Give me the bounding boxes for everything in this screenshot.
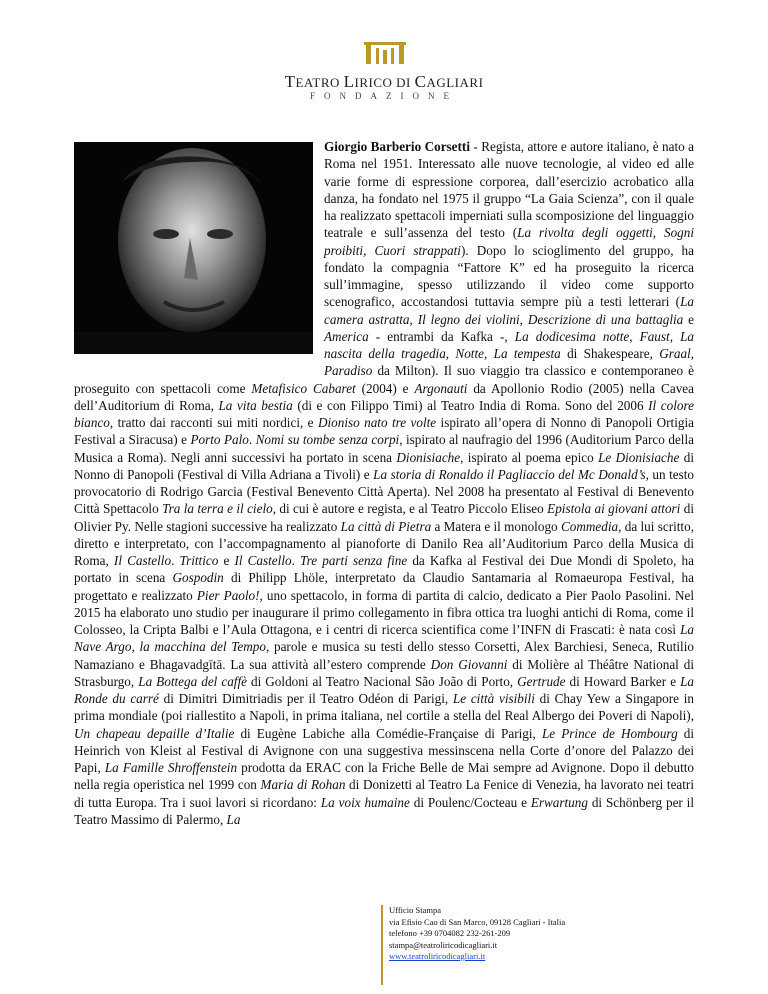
- organization-name-part: IRICO DI: [354, 75, 415, 90]
- work-title: La Ronde du carré: [74, 673, 695, 706]
- bio-text-segment: di Eugène Labiche alla Comédie-Française di Parigi,: [234, 725, 542, 741]
- work-title: Descrizione di una battaglia: [527, 311, 684, 327]
- bio-text-segment: ,: [445, 346, 456, 361]
- bio-text-segment: a Matera e il monologo: [431, 518, 561, 534]
- work-title: Nomi su tombe senza corpi: [255, 432, 400, 448]
- bio-text-segment: ,: [484, 346, 494, 361]
- bio-text-segment: di Heinrich von Kleist al Festival di Avignone con una suggestiva messinscena nella Corte d’onore del Palazzo dei Papi,: [74, 725, 695, 775]
- work-title: Le Dionisiache: [598, 449, 680, 465]
- bio-text-segment: ,: [409, 311, 418, 327]
- work-title: La voix humaine: [320, 794, 410, 810]
- work-title: Notte: [455, 346, 484, 361]
- bio-text-segment: , ispirato al naufragio del 1996 (Auditorium Parco della Musica a Roma). Negli anni successivi ha portato in scena: [74, 432, 694, 465]
- work-title: La dodicesima notte: [514, 328, 630, 344]
- work-title: Cuori strappati: [374, 242, 461, 258]
- bio-text-segment: di Goldoni al Teatro Nacional São João di Porto,: [246, 673, 518, 689]
- work-title: Graal: [659, 346, 691, 361]
- work-title: Le Prince de Hombourg: [541, 725, 678, 741]
- bio-text-segment: e: [683, 311, 695, 327]
- bio-text-segment: di Olivier Py. Nelle stagioni successive ha realizzato: [74, 501, 694, 534]
- work-title: La vita bestia: [218, 397, 293, 413]
- bio-text-segment: ispirato all’opera di Nonno di Panopoli Ortigia Festival a Siracusa) e: [74, 415, 694, 448]
- work-title: Faust: [639, 328, 670, 344]
- bio-text-segment: da Kafka al Festival dei Due Mondi di Spoleto, ha portato in scena: [74, 553, 694, 586]
- bio-text-segment: di Philipp Lhöle, interpretato da Claudio Santamaria al Romaeuropa Festival, ha progettato e realizzato: [74, 570, 695, 603]
- bio-text-segment: ). Dopo lo scioglimento del gruppo, ha fondato la compagnia “Fattore K” ed ha proseguito la ricerca sull’immagine, spesso utilizzando il video come supporto scenografico, accostandosi tuttavia sempre più a testi letterari (: [324, 242, 695, 310]
- bio-text-segment: da Apollonio Rodio (2005) nella Cavea dell’Auditorium di Roma,: [74, 380, 695, 413]
- organization-name-part: T: [284, 72, 296, 91]
- bio-text-segment: , un testo provocatorio di Rodrigo Garcia (Festival Benevento Città Aperta). Nel 2008 ha presentato al Festival di Benevento Città Spettacolo: [74, 466, 694, 517]
- bio-text-segment: .: [171, 553, 180, 568]
- organization-name-part: L: [343, 72, 355, 91]
- work-title: La città di Pietra: [340, 518, 432, 534]
- organization-subtitle: FONDAZIONE: [310, 91, 458, 101]
- work-title: Il legno dei violini: [417, 311, 520, 327]
- bio-text-segment: ,: [519, 311, 528, 327]
- bio-text-segment: ,: [652, 225, 664, 241]
- work-title: Il colore bianco: [74, 397, 694, 430]
- work-title: Pier Paolo!: [196, 587, 260, 603]
- bio-text-segment: , di cui è autore e regista, e al Teatro Piccolo Eliseo: [272, 501, 548, 517]
- bio-text-segment: - Regista, attore e autore italiano, è nato a Roma nel 1951. Interessato alle nuove tecnologie, al video ed alle varie forme di espressione corporea, dall’esercizio acrobatico alla danza, ha fondato nel 1975 il gruppo “La Gaia Scienza”, con il quale ha realizzato spettacoli imperniati sulla scomposizione del linguaggio teatrale e sull’assenza del testo (: [324, 139, 694, 241]
- work-title: Don Giovanni: [430, 656, 508, 672]
- work-title: La Nave Argo, la macchina del Tempo: [74, 622, 694, 655]
- work-title: Metafisico Cabaret: [251, 380, 356, 396]
- bio-text-segment: prodotta da ERAC con la Friche Belle de Mai sempre ad Avignone. Dopo il debutto nella regia operistica nel 1999 con: [74, 760, 694, 793]
- work-title: Le città visibili: [452, 691, 535, 706]
- work-title: Commedia: [560, 518, 619, 534]
- bio-text-segment: di Nonno di Panopoli (Festival di Villa Adriana a Tivoli) e: [74, 449, 694, 482]
- work-title: La Bottega del caffè: [138, 673, 247, 689]
- organization-name-part: AGLIARI: [426, 75, 484, 90]
- organization-name-part: C: [414, 72, 427, 91]
- work-title: Dionisiache: [396, 449, 461, 465]
- work-title: La: [226, 811, 241, 827]
- work-title: Il Castello: [234, 553, 292, 568]
- press-office-title: Ufficio Stampa: [389, 905, 442, 915]
- work-title: Erwartung: [530, 794, 588, 810]
- bio-text-segment: (di e con Filippo Timi) al Teatro India di Roma. Sono del 2006: [292, 397, 649, 413]
- bio-text-segment: ,: [629, 328, 640, 344]
- bio-text-segment: ,: [363, 242, 375, 258]
- photo-spacer: [74, 138, 324, 378]
- bio-text-segment: , tratto dai racconti sui miti nordici, e: [109, 415, 318, 430]
- work-title: Gertrude: [517, 673, 566, 689]
- work-title: Tra la terra e il cielo: [162, 501, 273, 517]
- bio-text-segment: e: [218, 553, 235, 568]
- work-title: Dioniso nato tre volte: [317, 415, 437, 430]
- website-link[interactable]: www.teatroliricodicagliari.it: [389, 951, 486, 961]
- work-title: La tempesta: [493, 346, 561, 361]
- person-name: Giorgio Barberio Corsetti: [324, 139, 470, 154]
- work-title: La nascita della tragedia: [324, 328, 694, 361]
- work-title: La Famille Shroffenstein: [104, 760, 238, 775]
- bio-text-segment: di Howard Barker e: [565, 673, 681, 689]
- bio-text-segment: , da lui scritto, diretto e interpretato, con l’accompagnamento al pianoforte di Danilo Rea all’Auditorium Parco della Musica di Roma,: [74, 518, 694, 568]
- bio-text-segment: (2004) e: [355, 380, 415, 396]
- work-title: Paradiso: [324, 363, 373, 379]
- bio-text-segment: di Schönberg per il Teatro Massimo di Palermo,: [74, 794, 695, 827]
- bio-text-segment: , parole e musica su testi dello stesso Corsetti, Alex Barchiesi, Seneca, Rutilio Namaziano e Bhagavadgītā. La sua attività all’estero comprende: [74, 639, 694, 672]
- work-title: Sogni proibiti: [324, 225, 695, 258]
- bio-text-segment: di Poulenc/Cocteau e: [409, 794, 531, 810]
- address: via Efisio Cao di San Marco, 09128 Cagliari - Italia: [389, 916, 566, 927]
- bio-text-segment: ,: [669, 328, 681, 344]
- bio-text-segment: .: [248, 432, 256, 448]
- bio-text-segment: di Donizetti al Teatro La Fenice di Venezia, ha lavorato nei teatri di tutta Europa. Tra i suoi lavori si ricordano:: [74, 777, 694, 810]
- bio-text-segment: , uno spettacolo, in forma di partita di calcio, dedicato a Pier Paolo Pasolini. Nel 2015 ha elaborato uno studio per inaugurare il primo collegamento in fibra ottica tra luoghi antichi di Roma, come il Colosseo, la Cripta Balbi e l’Aula Ottagona, e i centri di ricerca scientifica come l’INFN di Frascati: è nata così: [74, 587, 694, 637]
- work-title: La camera astratta: [324, 294, 694, 327]
- email: stampa@teatroliricodicagliari.it: [389, 939, 498, 950]
- biography-text: [74, 138, 694, 828]
- work-title: Maria di Rohan: [260, 777, 346, 793]
- bio-text-segment: di Chay Yew a Singapore in prima mondiale (poi riallestito a Napoli, in prima italiana, nel cortile a stella del Real Albergo dei Poveri di Napoli),: [74, 691, 694, 724]
- work-title: America: [324, 328, 369, 344]
- bio-text-segment: di Molière al Théâtre National di Strasburgo,: [74, 656, 695, 689]
- phone: telefono +39 0704082 232-261-209: [389, 928, 511, 938]
- work-title: Gospodin: [172, 570, 224, 586]
- work-title: Un chapeau depaille d’Italie: [74, 725, 235, 741]
- work-title: La storia di Ronaldo il Pagliaccio del Mc Donald’s: [373, 466, 646, 482]
- work-title: Porto Palo: [190, 432, 249, 448]
- bio-text-segment: .: [291, 553, 300, 568]
- work-title: La rivolta degli oggetti: [517, 225, 653, 241]
- bio-text-segment: di Shakespeare,: [560, 346, 660, 361]
- bio-text-segment: da Milton). Il suo viaggio tra classico e contemporaneo è proseguito con spettacoli come: [74, 363, 694, 396]
- work-title: Trittico: [179, 553, 219, 568]
- theatre-logo-icon: [364, 42, 406, 64]
- work-title: Il Castello: [113, 553, 172, 568]
- work-title: Argonauti: [414, 380, 468, 396]
- bio-text-segment: ,: [690, 346, 695, 361]
- bio-text-segment: , ispirato al poema epico: [460, 449, 599, 465]
- bio-text-segment: di Dimitri Dimitriadis per il Teatro Odéon di Parigi,: [158, 691, 453, 706]
- work-title: Epistola ai giovani attori: [547, 501, 681, 517]
- press-office-contact: [381, 905, 565, 985]
- bio-text-segment: - entrambi da Kafka -,: [368, 328, 515, 344]
- work-title: Tre parti senza fine: [300, 553, 408, 568]
- organization-name-part: EATRO: [295, 75, 344, 90]
- organization-name: [0, 72, 768, 92]
